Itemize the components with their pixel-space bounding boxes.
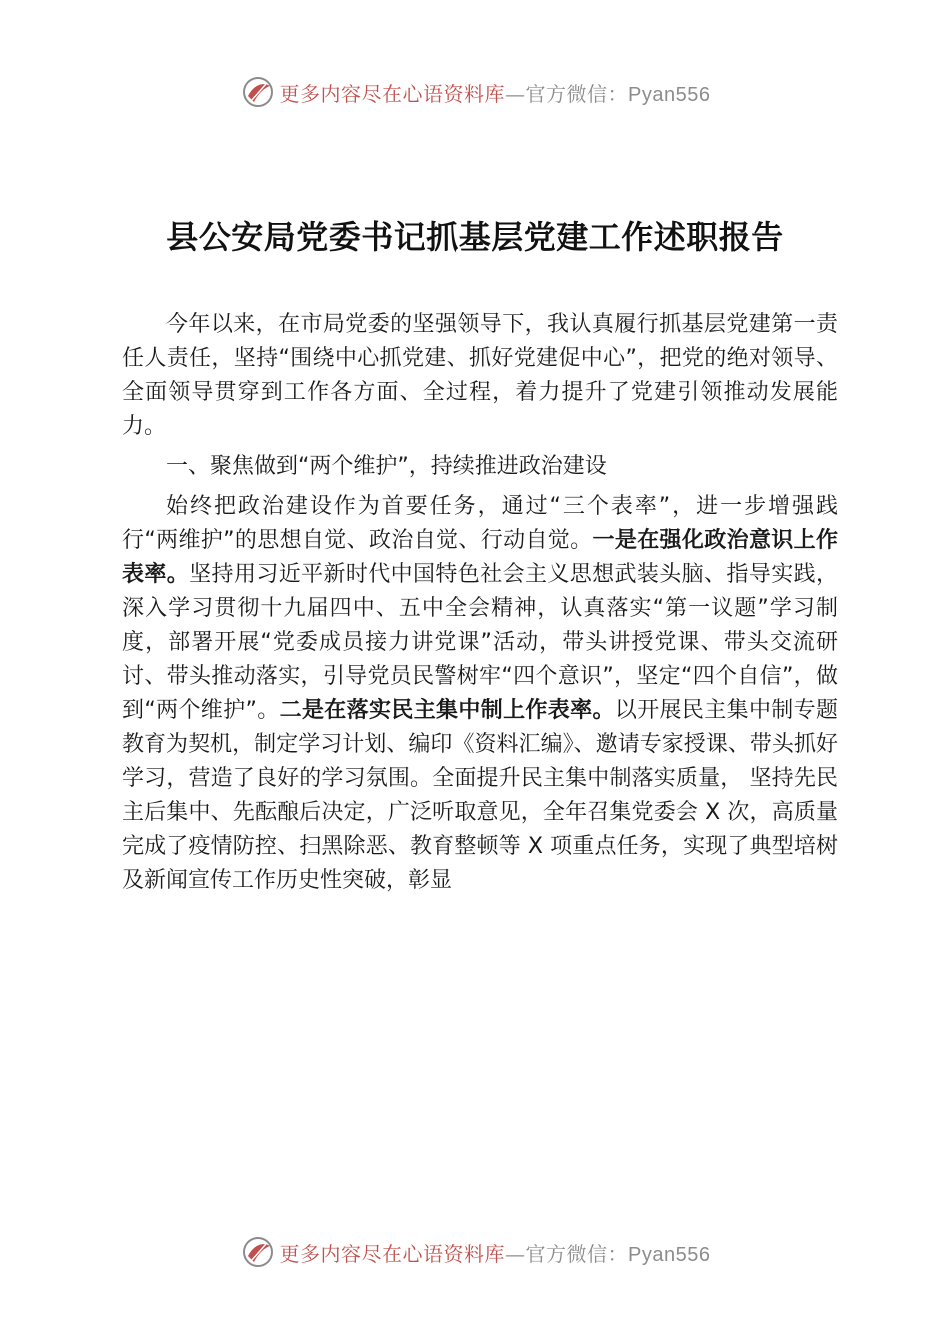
watermark-text: [280, 1238, 711, 1267]
watermark-wechat-label: 官方微信：: [525, 1241, 629, 1266]
paragraph-text: 始终把政治建设作为首要任务，通过“三个表率”，进一步增强践行“两维护”的思想自觉、政治自觉、行动自觉。: [122, 494, 838, 553]
watermark-library-name: 更多内容尽在心语资料库: [279, 1241, 506, 1266]
paragraph-text: 坚持用习近平新时代中国特色社会主义思想武装头脑、指导实践，深入学习贯彻十九届四中、五中全会精神，认真落实“第一议题”学习制度，部署开展“党委成员接力讲党课”活动，带头讲授党课、带头交流研讨、带头推动落实，引导党员民警树牢“四个意识”，坚定“四个自信”，做到“两个维护”。: [122, 562, 838, 723]
bold-lead-1: 一是在强化政治意识上作表率。: [122, 528, 838, 587]
bold-lead-2: 二是在落实民主集中制上作表率。: [279, 698, 615, 723]
brand-logo-icon: [240, 1234, 276, 1270]
watermark-separator: —: [505, 81, 526, 106]
watermark-separator: —: [505, 1241, 526, 1266]
watermark-text: [280, 78, 711, 107]
paragraph-political-building: [122, 490, 838, 898]
watermark-wechat-id: Pyan556: [628, 83, 711, 106]
watermark-footer: [0, 1230, 950, 1274]
document-body: [122, 308, 838, 904]
watermark-header: [0, 70, 950, 114]
watermark-library-name: 更多内容尽在心语资料库: [279, 81, 506, 106]
document-title: 县公安局党委书记抓基层党建工作述职报告: [166, 218, 784, 256]
section-heading-1: 一、聚焦做到“两个维护”，持续推进政治建设: [166, 454, 607, 479]
brand-logo-icon: [240, 74, 276, 110]
watermark-wechat-id: Pyan556: [628, 1243, 711, 1266]
paragraph-text: 以开展民主集中制专题教育为契机，制定学习计划、编印《资料汇编》、邀请专家授课、带头抓好学习，营造了良好的学习氛围。全面提升民主集中制落实质量， 坚持先民主后集中、先酝酿后决定，广泛听取意见，全年召集党委会 X 次，高质量完成了疫情防控、扫黑除恶、教育整顿等 X 项重点任务，实现了典型培树及新闻宣传工作历史性突破，彰显: [122, 698, 838, 893]
watermark-wechat-label: 官方微信：: [525, 81, 629, 106]
paragraph-intro: 今年以来，在市局党委的坚强领导下，我认真履行抓基层党建第一责任人责任，坚持“围绕中心抓党建、抓好党建促中心”，把党的绝对领导、全面领导贯穿到工作各方面、全过程，着力提升了党建引领推动发展能力。: [122, 312, 838, 439]
